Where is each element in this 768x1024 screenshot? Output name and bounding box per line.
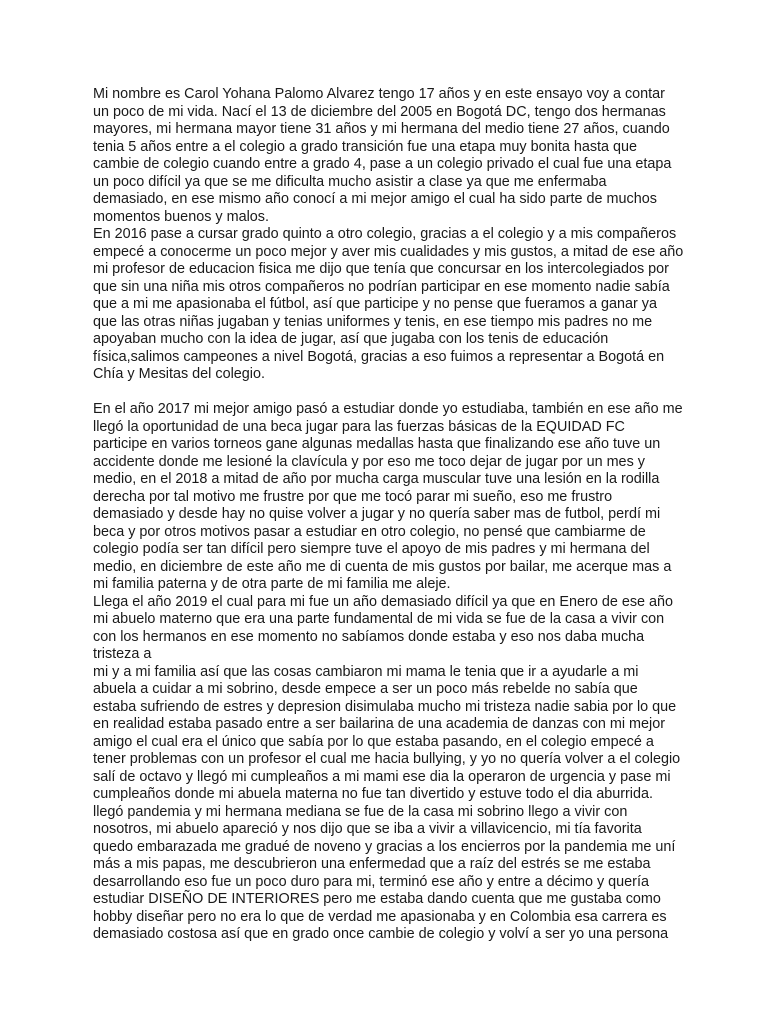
essay-body <box>93 86 693 944</box>
paragraph-2019: Llega el año 2019 el cual para mi fue un año demasiado difícil ya que en Enero de ese año mi abuelo materno que era una parte fundamental de mi vida se fue de la casa a vivir con con los hermanos en ese momento no sabíamos donde estaba y eso nos daba mucha tristeza a mi y a mi familia así que las cosas cambiaron mi mama le tenia que ir a ayudarle a mi abuela a cuidar a mi sobrino, desde empece a ser un poco más rebelde no sabía que estaba sufriendo de estres y depresion disimulaba mucho mi tristeza nadie sabia por lo que en realidad estaba pasado entre a ser bailarina de una academia de danzas con mi mejor amigo el cual era el único que sabía por lo que estaba pasando, en el colegio empecé a tener problemas con un profesor el cual me hacia bullying, y yo no quería volver a el colegio salí de octavo y llegó mi cumpleaños a mi mami ese dia la operaron de urgencia y pase mi cumpleaños donde mi abuela materna no fue tan divertido y estuve todo el dia aburrida. <box>93 593 681 802</box>
paragraph-2016: En 2016 pase a cursar grado quinto a otro colegio, gracias a el colegio y a mis compañeros empecé a conocerme un poco mejor y aver mis cualidades y mis gustos, a mitad de ese año mi profesor de educacion fisica me dijo que tenía que concursar en los intercolegiados por que sin una niña mis otros compañeros no podrían participar en ese momento nadie sabía que a mi me apasionaba el fútbol, así que participe y no pense que fueramos a ganar ya que las otras niñas jugaban y tenias uniformes y tenis, en ese tiempo mis padres no me apoyaban mucho con la idea de jugar, así que jugaba con los tenis de educación física,salimos campeones a nivel Bogotá, gracias a eso fuimos a representar a Bogotá en Chía y Mesitas del colegio. <box>93 226 684 382</box>
paragraph-spacer <box>93 384 693 402</box>
paragraph-pandemic: llegó pandemia y mi hermana mediana se fue de la casa mi sobrino llego a vivir con nosotros, mi abuelo apareció y nos dijo que se iba a vivir a villavicencio, mi tía favorita quedo embarazada me gradué de noveno y gracias a los encierros por la pandemia me uní más a mis papas, me descubrieron una enfermedad que a raíz del estrés se me estaba desarrollando eso fue un poco duro para mi, terminó ese año y entre a décimo y quería estudiar DISEÑO DE INTERIORES pero me estaba dando cuenta que me gustaba como hobby diseñar pero no era lo que de verdad me apasionaba y en Colombia esa carrera es demasiado costosa así que en grado once cambie de colegio y volví a ser yo una persona <box>93 803 676 942</box>
paragraph-2017: En el año 2017 mi mejor amigo pasó a estudiar donde yo estudiaba, también en ese año me llegó la oportunidad de una beca jugar para las fuerzas básicas de la EQUIDAD FC participe en varios torneos gane algunas medallas hasta que finalizando ese año tuve un accidente donde me lesioné la clavícula y por eso me toco dejar de jugar por un mes y medio, en el 2018 a mitad de año por mucha carga muscular tuve una lesión en la rodilla derecha por tal motivo me frustre por que me tocó parar mi sueño, eso me frustro demasiado y desde hay no quise volver a jugar y no quería saber mas de futbol, perdí mi beca y por otros motivos pasar a estudiar en otro colegio, no pensé que cambiarme de colegio podía ser tan difícil pero siempre tuve el apoyo de mis padres y mi hermana del medio, en diciembre de este año me di cuenta de mis gustos por bailar, me acerque mas a mi familia paterna y de otra parte de mi familia me aleje. <box>93 401 683 592</box>
paragraph-intro: Mi nombre es Carol Yohana Palomo Alvarez tengo 17 años y en este ensayo voy a contar un poco de mi vida. Nací el 13 de diciembre del 2005 en Bogotá DC, tengo dos hermanas mayores, mi hermana mayor tiene 31 años y mi hermana del medio tiene 27 años, cuando tenia 5 años entre a el colegio a grado transición fue una etapa muy bonita hasta que cambie de colegio cuando entre a grado 4, pase a un colegio privado el cual fue una etapa un poco difícil ya que se me dificulta mucho asistir a clase ya que me enfermaba demasiado, en ese mismo año conocí a mi mejor amigo el cual ha sido parte de muchos momentos buenos y malos. <box>93 86 672 225</box>
